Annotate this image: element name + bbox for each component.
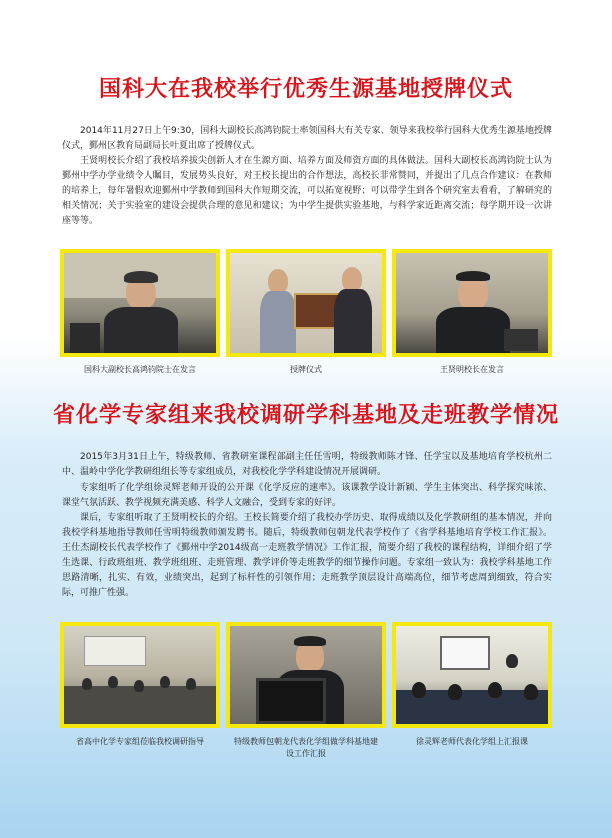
photo-expert-visit [60, 622, 220, 728]
caption-photo-3: 王贤明校长在发言 [440, 365, 504, 374]
section2-paragraph-2: 专家组听了化学组徐灵辉老师开设的公开课《化学反应的速率》。该课教学设计新颖、学生主体突出、科学探究味浓、课堂气氛活跃、教学视频充满美感、科学人文融合，受到专家的好评。 [62, 483, 552, 508]
caption-photo-6: 徐灵辉老师代表化学组上汇报课 [416, 737, 528, 746]
photo-demo-class [392, 622, 552, 728]
photo-principal-speech [392, 249, 552, 357]
section2-title: 省化学专家组来我校调研学科基地及走班教学情况 [52, 403, 559, 428]
caption-photo-5: 特级教师包朝龙代表化学组做学科基地建设工作汇报 [234, 737, 378, 758]
photo-award-ceremony [226, 249, 386, 357]
section2-paragraph-3: 课后，专家组听取了王贤明校长的介绍。王校长简要介绍了我校办学历史、取得成绩以及化学教研组的基本情况，并向我校学科基地指导教师任雪明特级教师颁发聘书。随后，特级教师包朝龙代表学校作了《省学科基地培育学校工作汇报》。王仕杰副校长代表学校作了《鄞州中学2014级高一走班教学情况》工作汇报，简要介绍了我校的课程结构，详细介绍了学生选课、行政班组班、教学班组班、走班管理、教学评价等走班教学的细节操作问题。专家组一致认为：我校学科基地工作思路清晰，扎实、有效，业绩突出，起到了标杆性的引领作用；走班教学顶层设计高端高位，细节考虑周到细致，符合实际，可推广性强。 [62, 513, 552, 598]
caption-photo-1: 国科大副校长高鸿钧院士在发言 [84, 365, 196, 374]
caption-photo-4: 省高中化学专家组莅临我校调研指导 [76, 737, 204, 746]
photo-teacher-report [226, 622, 386, 728]
section1-paragraph-2: 王贤明校长介绍了我校培养拔尖创新人才在生源方面、培养方面及师资方面的具体做法。国科大副校长高鸿钧院士认为鄞州中学办学业绩令人瞩目，发展势头良好，对王校长提出的合作想法，高校长非常赞同，并提出了几点合作建议：在教师的培养上，每年暑假欢迎鄞州中学教师到国科大作短期交流，可以拓宽视野；可以带学生到各个研究室去看看，了解研究的相关情况；关于实验室的建设会提供合理的意见和建议；为中学生提供实验基地，与科学家近距离交流；每学期开设一次讲座等等。 [62, 156, 552, 226]
caption-photo-2: 授牌仪式 [290, 365, 322, 374]
section1-title: 国科大在我校举行优秀生源基地授牌仪式 [98, 77, 513, 102]
photo-vice-president-speech [60, 249, 220, 357]
section1-paragraph-1: 2014年11月27日上午9:30，国科大副校长高鸿钧院士率领国科大有关专家、领导来我校举行国科大优秀生源基地授牌仪式，鄞州区教育局副局长叶夏出席了授牌仪式。 [62, 126, 552, 151]
section2-paragraph-1: 2015年3月31日上午，特级教师、省教研室课程部副主任任雪明，特级教师陈才锋、任学宝以及基地培育学校杭州二中、温岭中学化学教研组组长等专家组成员，对我校化学学科建设情况开展调研。 [62, 452, 552, 477]
